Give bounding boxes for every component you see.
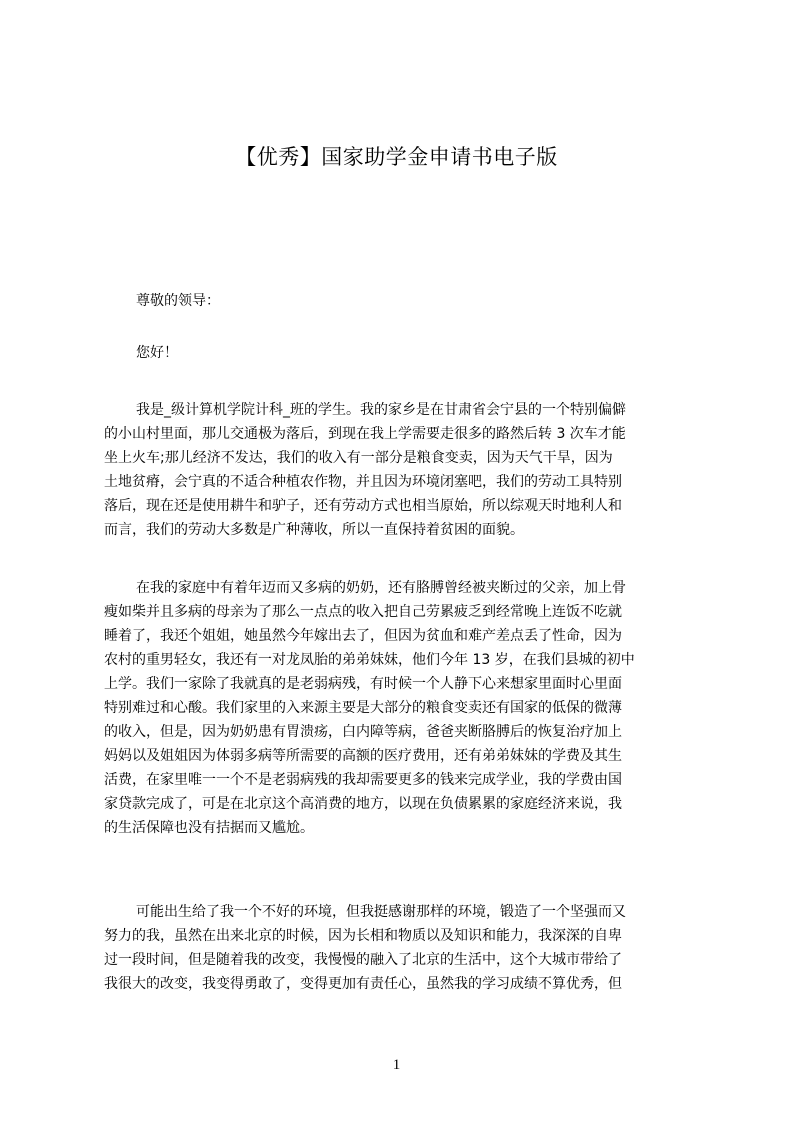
salutation: 尊敬的领导： [136, 293, 220, 309]
paragraph-line: 特别难过和心酸。我们家里的入来源主要是大部分的粮食变卖还有国家的低保的微薄 [104, 700, 622, 716]
paragraph-3 [104, 900, 699, 996]
paragraph-line: 睡着了，我还个姐姐，她虽然今年嫁出去了，但因为贫血和难产差点丢了性命，因为 [104, 628, 622, 644]
paragraph-line: 的生活保障也没有拮据而又尴尬。 [104, 820, 314, 836]
paragraph-line: 我是_级计算机学院计科_班的学生。我的家乡是在甘肃省会宁县的一个特别偏僻 [136, 402, 626, 418]
paragraph-1 [104, 398, 699, 542]
paragraph-line: 的收入，但是，因为奶奶患有胃溃疡，白内障等病，爸爸夹断胳膊后的恢复治疗加上 [104, 724, 622, 740]
paragraph-line: 家贷款完成了，可是在北京这个高消费的地方，以现在负债累累的家庭经济来说，我 [104, 796, 622, 812]
paragraph-line: 瘦如柴并且多病的母亲为了那么一点点的收入把自己劳累疲乏到经常晚上连饭不吃就 [104, 604, 622, 620]
paragraph-2 [104, 576, 699, 840]
paragraph-line: 的小山村里面，那儿交通极为落后，到现在我上学需要走很多的路然后转 3 次车才能 [104, 426, 626, 442]
paragraph-line: 可能出生给了我一个不好的环境，但我挺感谢那样的环境，锻造了一个坚强而又 [136, 904, 626, 920]
document-title: 【优秀】国家助学金申请书电子版 [235, 145, 558, 169]
paragraph-line: 农村的重男轻女，我还有一对龙凤胎的弟弟妹妹，他们今年 13 岁，在我们县城的初中 [104, 652, 635, 668]
paragraph-line: 妈妈以及姐姐因为体弱多病等所需要的高额的医疗费用，还有弟弟妹妹的学费及其生 [104, 748, 622, 764]
page-number: 1 [392, 1057, 401, 1073]
paragraph-line: 落后，现在还是使用耕牛和驴子，还有劳动方式也相当原始，所以综观天时地利人和 [104, 498, 622, 514]
greeting: 您好！ [136, 345, 178, 361]
paragraph-line: 土地贫瘠，会宁真的不适合种植农作物，并且因为环境闭塞吧，我们的劳动工具特别 [104, 474, 622, 490]
paragraph-line: 努力的我，虽然在出来北京的时候，因为长相和物质以及知识和能力，我深深的自卑 [104, 928, 622, 944]
paragraph-line: 过一段时间，但是随着我的改变，我慢慢的融入了北京的生活中，这个大城市带给了 [104, 952, 622, 968]
paragraph-line: 我很大的改变，我变得勇敢了，变得更加有责任心，虽然我的学习成绩不算优秀，但 [104, 976, 622, 992]
paragraph-line: 坐上火车;那儿经济不发达，我们的收入有一部分是粮食变卖，因为天气干旱，因为 [104, 450, 613, 466]
paragraph-line: 活费，在家里唯一一个不是老弱病残的我却需要更多的钱来完成学业，我的学费由国 [104, 772, 622, 788]
paragraph-line: 在我的家庭中有着年迈而又多病的奶奶，还有胳膊曾经被夹断过的父亲，加上骨 [136, 580, 626, 596]
paragraph-line: 而言，我们的劳动大多数是广种薄收，所以一直保持着贫困的面貌。 [104, 522, 524, 538]
paragraph-line: 上学。我们一家除了我就真的是老弱病残，有时候一个人静下心来想家里面时心里面 [104, 676, 622, 692]
